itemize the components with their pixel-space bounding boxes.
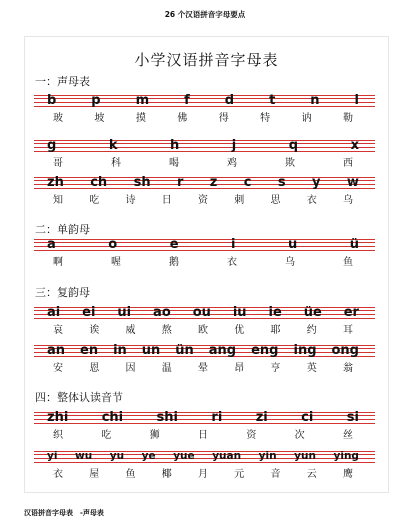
pinyin-letter: yu: [109, 450, 125, 462]
pinyin-letter: yun: [294, 450, 316, 462]
hanzi-character: 得: [218, 113, 229, 124]
pinyin-letter: w: [346, 175, 359, 190]
hanzi-character: 月: [198, 469, 208, 480]
hanzi-character: 哀: [53, 325, 63, 336]
hanzi-character: 讷: [301, 113, 312, 124]
hanzi-character: 恩: [89, 363, 100, 374]
hanzi-character: 鸡: [227, 158, 237, 169]
footer-caption: 汉语拼音字母表 -声母表: [24, 509, 104, 517]
hanzi-character: 鹅: [169, 257, 179, 268]
pinyin-letter: ü: [349, 237, 359, 252]
pinyin-letter: ang: [208, 343, 237, 358]
pinyin-letter: yuan: [212, 450, 242, 462]
pinyin-letter: z: [209, 175, 218, 190]
pinyin-letter: ie: [268, 305, 282, 320]
pinyin-letter: üe: [303, 305, 322, 320]
hanzi-character: 刺: [234, 195, 245, 206]
hanzi-character: 衣: [306, 195, 317, 206]
pinyin-letter: r: [176, 175, 184, 190]
pinyin-row: [47, 450, 359, 463]
pinyin-letter: n: [310, 93, 320, 108]
hanzi-row: [47, 113, 359, 125]
pinyin-letter: j: [231, 138, 237, 153]
hanzi-character: 哥: [53, 158, 63, 169]
pinyin-letter: ye: [141, 450, 156, 462]
pinyin-letter: shi: [156, 410, 178, 425]
hanzi-character: 衣: [53, 469, 63, 480]
pinyin-letter: ui: [117, 305, 132, 320]
pinyin-letter: yi: [47, 450, 58, 462]
hanzi-character: 西: [343, 158, 353, 169]
pinyin-letter: eng: [251, 343, 279, 358]
pinyin-letter: ei: [82, 305, 96, 320]
pinyin-letter: ying: [333, 450, 359, 462]
pinyin-letter: ao: [153, 305, 171, 320]
hanzi-character: 鱼: [343, 257, 353, 268]
hanzi-character: 丝: [342, 430, 353, 441]
hanzi-character: 因: [125, 363, 136, 374]
hanzi-character: 日: [197, 430, 208, 441]
hanzi-character: 昂: [234, 363, 245, 374]
hanzi-character: 思: [270, 195, 281, 206]
pinyin-letter: an: [47, 343, 66, 358]
pinyin-letter: zhi: [47, 410, 69, 425]
pinyin-letter: sh: [133, 175, 151, 190]
hanzi-character: 耶: [270, 325, 281, 336]
pinyin-letter: chi: [101, 410, 124, 425]
hanzi-character: 啊: [53, 257, 63, 268]
hanzi-character: 诶: [89, 325, 100, 336]
section-compound-finals-heading: 三：复韵母: [35, 286, 90, 299]
hanzi-character: 日: [161, 195, 172, 206]
hanzi-character: 资: [246, 430, 257, 441]
pinyin-letter: ci: [301, 410, 314, 425]
pinyin-letter: en: [80, 343, 99, 358]
pinyin-letter: zh: [47, 175, 64, 190]
pinyin-letter: l: [354, 93, 359, 108]
hanzi-character: 乌: [343, 195, 353, 206]
pinyin-row: [47, 411, 359, 424]
hanzi-character: 特: [260, 113, 271, 124]
pinyin-letter: iu: [232, 305, 247, 320]
pinyin-letter: in: [113, 343, 127, 358]
hanzi-row: [47, 325, 359, 337]
hanzi-character: 亨: [270, 363, 281, 374]
pinyin-letter: x: [350, 138, 359, 153]
hanzi-character: 椰: [161, 469, 172, 480]
pinyin-letter: er: [343, 305, 359, 320]
pinyin-letter: yue: [173, 450, 195, 462]
pinyin-row: [47, 94, 359, 107]
pinyin-letter: e: [169, 237, 179, 252]
sheet-title: 小学汉语拼音字母表: [134, 51, 279, 69]
pinyin-row: [47, 344, 359, 357]
hanzi-character: 音: [270, 469, 281, 480]
hanzi-character: 科: [111, 158, 121, 169]
pinyin-letter: ch: [90, 175, 108, 190]
hanzi-character: 鹰: [343, 469, 353, 480]
hanzi-row: [47, 363, 359, 375]
hanzi-character: 英: [306, 363, 317, 374]
pinyin-letter: k: [108, 138, 118, 153]
section-whole-syllables-heading: 四：整体认读音节: [35, 391, 123, 404]
pinyin-letter: i: [231, 237, 236, 252]
hanzi-character: 熬: [161, 325, 172, 336]
pinyin-letter: un: [141, 343, 161, 358]
hanzi-character: 屋: [89, 469, 100, 480]
hanzi-character: 元: [234, 469, 245, 480]
hanzi-character: 勒: [342, 113, 353, 124]
pinyin-letter: f: [184, 93, 190, 108]
pinyin-letter: s: [277, 175, 286, 190]
pinyin-letter: si: [346, 410, 359, 425]
pinyin-row: [47, 238, 359, 251]
pinyin-letter: m: [135, 93, 150, 108]
pinyin-letter: h: [170, 138, 180, 153]
section-initials-heading: 一：声母表: [35, 75, 90, 88]
pinyin-letter: a: [47, 237, 56, 252]
hanzi-character: 次: [294, 430, 305, 441]
hanzi-character: 吃: [101, 430, 112, 441]
pinyin-row: [47, 139, 359, 152]
pinyin-letter: q: [288, 138, 299, 153]
hanzi-character: 玻: [53, 113, 63, 124]
pinyin-letter: p: [91, 93, 101, 108]
hanzi-character: 织: [53, 430, 63, 441]
alphabet-sheet: [24, 36, 389, 493]
pinyin-letter: wu: [75, 450, 93, 462]
pinyin-letter: y: [312, 175, 321, 190]
pinyin-letter: o: [108, 237, 118, 252]
hanzi-character: 鱼: [125, 469, 136, 480]
hanzi-character: 诗: [125, 195, 136, 206]
hanzi-character: 狮: [149, 430, 160, 441]
hanzi-row: [47, 469, 359, 481]
hanzi-character: 温: [161, 363, 172, 374]
hanzi-character: 优: [234, 325, 245, 336]
pinyin-letter: t: [269, 93, 276, 108]
hanzi-character: 乌: [285, 257, 295, 268]
pinyin-letter: zi: [255, 410, 268, 425]
hanzi-row: [47, 158, 359, 170]
hanzi-character: 知: [53, 195, 63, 206]
hanzi-character: 摸: [135, 113, 146, 124]
hanzi-character: 喝: [169, 158, 179, 169]
hanzi-character: 喔: [111, 257, 121, 268]
hanzi-character: 吃: [89, 195, 100, 206]
hanzi-character: 欺: [285, 158, 295, 169]
hanzi-character: 威: [125, 325, 136, 336]
pinyin-letter: g: [47, 138, 57, 153]
pinyin-letter: d: [224, 93, 235, 108]
hanzi-character: 约: [306, 325, 317, 336]
pinyin-letter: c: [243, 175, 252, 190]
pinyin-letter: ing: [293, 343, 317, 358]
hanzi-character: 安: [53, 363, 63, 374]
hanzi-character: 资: [198, 195, 208, 206]
hanzi-character: 坡: [94, 113, 105, 124]
pinyin-letter: ai: [47, 305, 61, 320]
hanzi-character: 佛: [177, 113, 188, 124]
hanzi-row: [47, 257, 359, 269]
hanzi-character: 云: [306, 469, 317, 480]
pinyin-letter: u: [287, 237, 298, 252]
hanzi-character: 耳: [343, 325, 353, 336]
hanzi-character: 欧: [198, 325, 208, 336]
pinyin-letter: yin: [258, 450, 277, 462]
hanzi-character: 晕: [198, 363, 208, 374]
pinyin-letter: ün: [175, 343, 194, 358]
hanzi-row: [47, 195, 359, 207]
document-header: 26 个汉语拼音字母要点: [164, 10, 246, 19]
pinyin-row: [47, 306, 359, 319]
hanzi-row: [47, 430, 359, 442]
pinyin-letter: ri: [211, 410, 223, 425]
hanzi-character: 衣: [227, 257, 237, 268]
section-simple-finals-heading: 二：单韵母: [35, 223, 90, 236]
pinyin-letter: ou: [192, 305, 211, 320]
pinyin-letter: b: [47, 93, 57, 108]
pinyin-row: [47, 176, 359, 189]
hanzi-character: 翁: [343, 363, 353, 374]
pinyin-letter: ong: [331, 343, 359, 358]
